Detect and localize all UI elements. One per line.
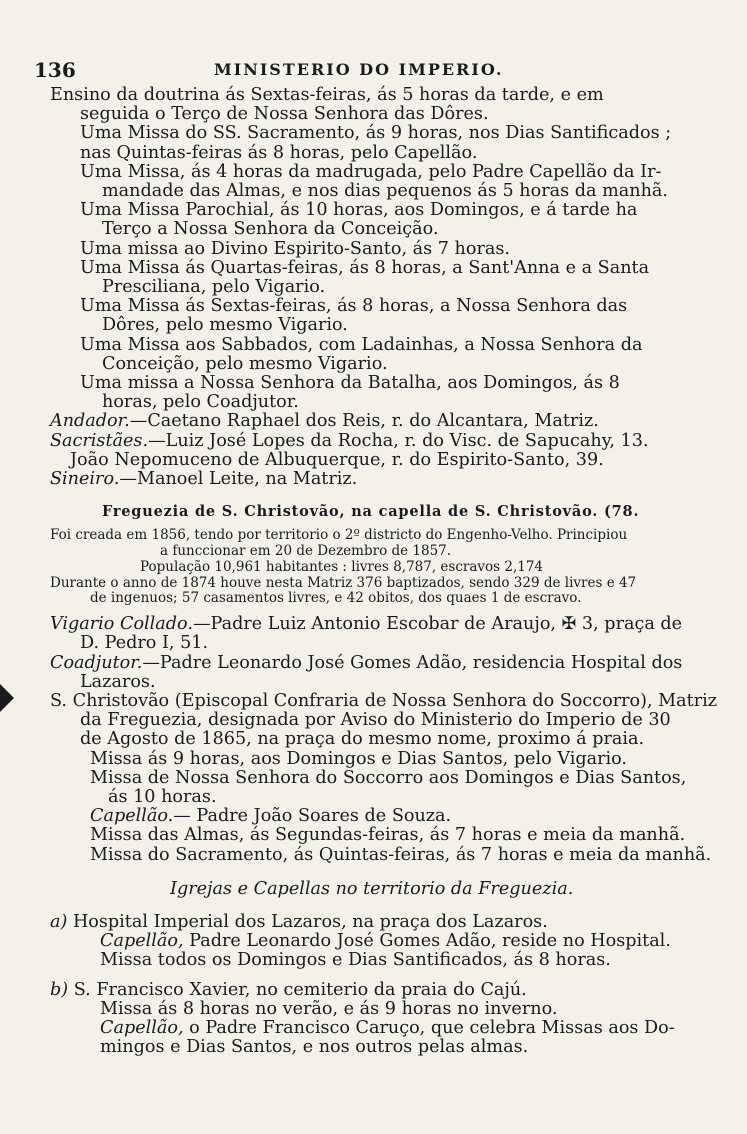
- text-line: horas, pelo Coadjutor.: [102, 392, 299, 413]
- text-line: Missa ás 8 horas no verão, e ás 9 horas no inverno.: [100, 998, 558, 1019]
- vigario-label: Vigario Collado.: [50, 614, 193, 635]
- text-line: ás 10 horas.: [108, 787, 217, 808]
- sineiro-label: Sineiro.: [50, 469, 120, 490]
- text-line: Uma Missa ás Quartas-feiras, ás 8 horas, a Sant'Anna e a Santa: [80, 257, 650, 278]
- text-line: Uma Missa, ás 4 horas da madrugada, pelo Padre Capellão da Ir-: [80, 161, 662, 182]
- text-line: Missa de Nossa Senhora do Soccorro aos Domingos e Dias Santos,: [90, 767, 687, 788]
- text-line: Uma Missa ás Sextas-feiras, ás 8 horas, a Nossa Senhora das: [80, 296, 628, 317]
- text-line: S. Christovão (Episcopal Confraria de Nossa Senhora do Soccorro), Matriz: [50, 691, 718, 712]
- freguezia-line: de ingenuos; 57 casamentos livres, e 42 obitos, dos quaes 1 de escravo.: [90, 590, 582, 607]
- text-line: D. Pedro I, 51.: [80, 633, 209, 654]
- text-line: Uma Missa aos Sabbados, com Ladainhas, a Nossa Senhora da: [80, 334, 643, 355]
- text-line: Dôres, pelo mesmo Vigario.: [102, 315, 348, 336]
- item-b-text: S. Francisco Xavier, no cemiterio da praia do Cajú.: [73, 979, 527, 1000]
- vigario-text: —Padre Luiz Antonio Escobar de Araujo, ✠ 3, praça de: [192, 614, 683, 635]
- andador-line: [50, 412, 690, 431]
- item-a-marker: a): [50, 911, 68, 932]
- item-a-title: [50, 913, 690, 932]
- capellao-label: Capellão.: [90, 806, 174, 827]
- page-edge-marker: [0, 684, 14, 712]
- andador-text: —Caetano Raphael dos Reis, r. do Alcantara, Matriz.: [129, 411, 599, 432]
- capellao-label: Capellão,: [100, 1017, 184, 1038]
- capellao-text: — Padre João Soares de Souza.: [173, 806, 452, 827]
- freguezia-line: a funccionar em 20 de Dezembro de 1857.: [160, 543, 452, 560]
- text-line: Presciliana, pelo Vigario.: [102, 277, 326, 298]
- sacristaes-text: —Luiz José Lopes da Rocha, r. do Visc. de Sapucahy, 13.: [148, 430, 649, 451]
- text-line: Uma Missa Parochial, ás 10 horas, aos Domingos, e á tarde ha: [80, 200, 638, 221]
- sacristaes-label: Sacristães.: [50, 430, 149, 451]
- text-line: da Freguezia, designada por Aviso do Ministerio do Imperio de 30: [80, 710, 671, 731]
- text-line: Uma missa a Nossa Senhora da Batalha, aos Domingos, ás 8: [80, 373, 620, 394]
- sacristaes-line: [50, 432, 690, 451]
- item-b-title: [50, 981, 690, 1000]
- capellao-label: Capellão,: [100, 931, 184, 952]
- item-b-marker: b): [50, 979, 69, 1000]
- text-line: Uma missa ao Divino Espirito-Santo, ás 7 horas.: [80, 238, 510, 259]
- coadjutor-label: Coadjutor.: [50, 652, 143, 673]
- freguezia-line: Durante o anno de 1874 houve nesta Matriz 376 baptizados, sendo 329 de livres e 47: [50, 574, 637, 591]
- freguezia-heading: Freguezia de S. Christovão, na capella de S. Christovão. (78.: [102, 503, 640, 521]
- text-line: Missa do Sacramento, ás Quintas-feiras, ás 7 horas e meia da manhã.: [90, 844, 712, 865]
- coadjutor-line: [50, 654, 690, 673]
- page-content: [50, 85, 718, 1058]
- text-line: Uma Missa do SS. Sacramento, ás 9 horas, nos Dias Santificados ;: [80, 123, 672, 144]
- item-a-text: Hospital Imperial dos Lazaros, na praça dos Lazaros.: [72, 911, 548, 932]
- text-line: João Nepomuceno de Albuquerque, r. do Espirito-Santo, 39.: [70, 449, 604, 470]
- text-line: nas Quintas-feiras ás 8 horas, pelo Capellão.: [80, 142, 478, 163]
- text-line: seguida o Terço de Nossa Senhora das Dôres.: [80, 104, 489, 125]
- text-line: Missa ás 9 horas, aos Domingos e Dias Santos, pelo Vigario.: [90, 748, 628, 769]
- vigario-line: [50, 615, 690, 634]
- page-header: [34, 58, 707, 84]
- text-line: Conceição, pelo mesmo Vigario.: [102, 353, 388, 374]
- freguezia-line: População 10,961 habitantes : livres 8,787, escravos 2,174: [140, 558, 544, 575]
- page-title: MINISTERIO DO IMPERIO.: [214, 60, 504, 79]
- text-line: mingos e Dias Santos, e nos outros pelas almas.: [100, 1037, 529, 1058]
- freguezia-line: Foi creada em 1856, tendo por territorio o 2º districto do Engenho-Velho. Principiou: [50, 527, 628, 544]
- item-b-capellao: [50, 1019, 690, 1038]
- text-line: Missa todos os Domingos e Dias Santificados, ás 8 horas.: [100, 950, 611, 971]
- capellao-text: Padre Leonardo José Gomes Adão, reside no Hospital.: [189, 931, 671, 952]
- text-line: de Agosto de 1865, na praça do mesmo nome, proximo á praia.: [80, 729, 645, 750]
- item-a-capellao: [50, 932, 690, 951]
- andador-label: Andador.: [50, 411, 130, 432]
- capellao-text: o Padre Francisco Caruço, que celebra Missas aos Do-: [189, 1017, 675, 1038]
- text-line: mandade das Almas, e nos dias pequenos ás 5 horas da manhã.: [102, 181, 668, 202]
- sineiro-line: [50, 470, 690, 489]
- text-line: Missa das Almas, ás Segundas-feiras, ás 7 horas e meia da manhã.: [90, 825, 686, 846]
- text-line: Lazaros.: [80, 671, 156, 692]
- igrejas-heading: Igrejas e Capellas no territorio da Freguezia.: [170, 878, 574, 899]
- capellao-line: [50, 807, 690, 826]
- coadjutor-text: —Padre Leonardo José Gomes Adão, residencia Hospital dos: [142, 652, 683, 673]
- text-line: Terço a Nossa Senhora da Conceição.: [102, 219, 439, 240]
- text-line: Ensino da doutrina ás Sextas-feiras, ás 5 horas da tarde, e em: [50, 85, 604, 105]
- sineiro-text: —Manoel Leite, na Matriz.: [119, 469, 358, 490]
- page-number: 136: [34, 58, 76, 82]
